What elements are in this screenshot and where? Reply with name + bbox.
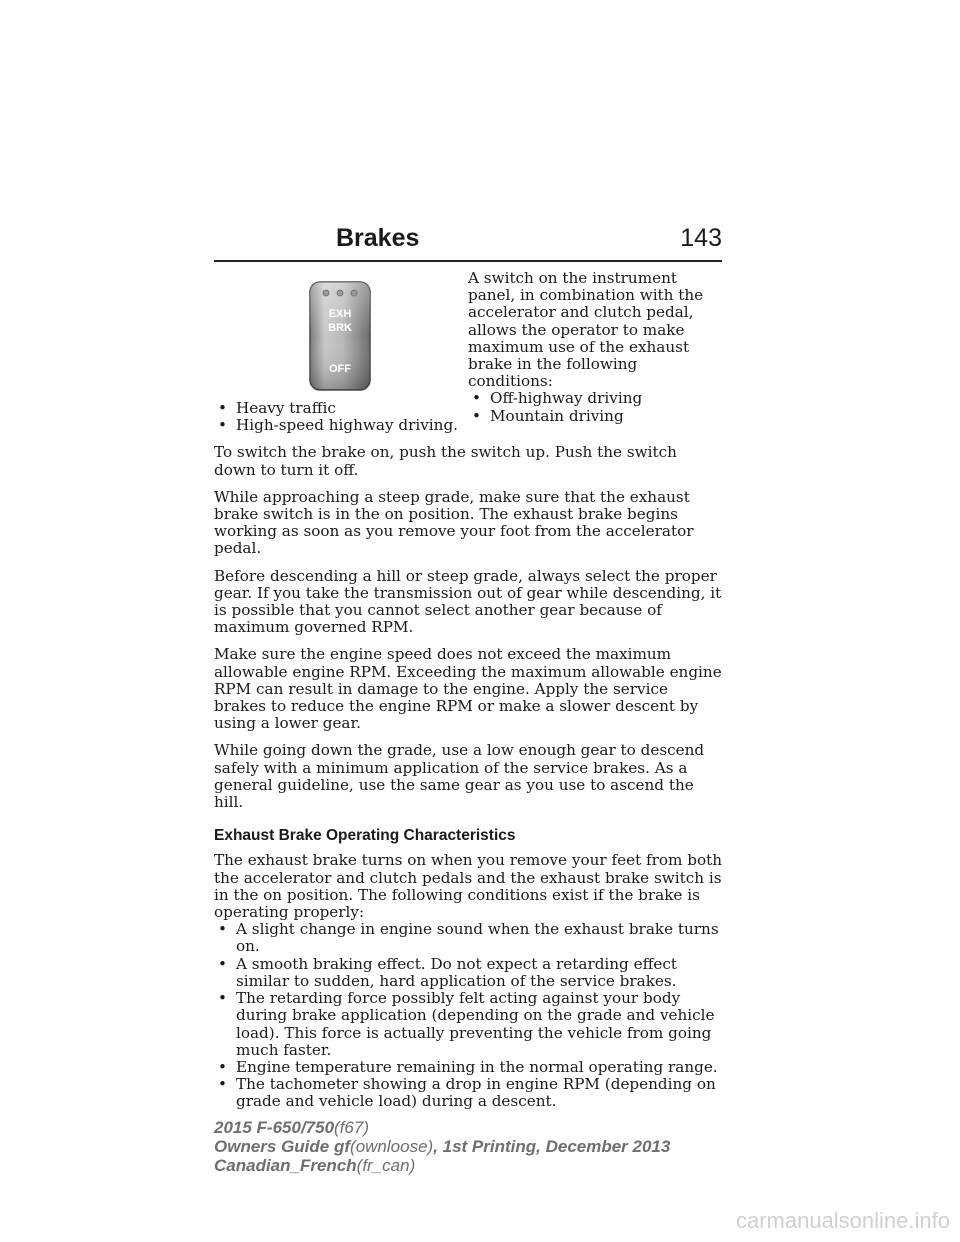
print-footer <box>214 1118 670 1175</box>
footer-line-3 <box>214 1156 670 1175</box>
body-paragraph: While going down the grade, use a low enough gear to descend safely with a minimum application of the service brakes. As a general guideline, use the same gear as you use to ascend the hill. <box>214 741 705 812</box>
page-header <box>214 200 722 260</box>
footer-model: 2015 F-650/750 <box>214 1118 335 1137</box>
exhaust-brake-switch-icon <box>308 280 372 392</box>
body-paragraph: Make sure the engine speed does not exceed the maximum allowable engine RPM. Exceeding the maximum allowable engine RPM can result in damage to the engine. Apply the service brakes to reduce the engine RPM or make a slower descent by using a lower gear. <box>214 645 722 733</box>
body-paragraph: To switch the brake on, push the switch up. Push the switch down to turn it off. <box>214 443 677 479</box>
page-number: 143 <box>680 224 722 252</box>
list-item: • Off-highway driving <box>468 390 722 407</box>
list-item: • A slight change in engine sound when the exhaust brake turns on. <box>214 921 722 955</box>
footer-model-code: (f67) <box>334 1118 370 1137</box>
switch-label-exh: EXH <box>328 308 352 320</box>
characteristics-list <box>214 921 722 1110</box>
intro-paragraph: A switch on the instrument panel, in combination with the accelerator and clutch pedal, allows the operator to make maximum use of the exhaust brake in the following conditions: <box>468 269 704 391</box>
switch-label-brk: BRK <box>328 322 352 334</box>
footer-printing: , 1st Printing, December 2013 <box>433 1137 671 1156</box>
characteristics-intro: The exhaust brake turns on when you remove your feet from both the accelerator and clutch pedals and the exhaust brake switch is in the on position. The following conditions exist if the brake is operating properly: <box>214 851 723 922</box>
footer-guide-code: (ownloose) <box>350 1137 434 1156</box>
characteristics-heading: Exhaust Brake Operating Characteristics <box>214 827 516 845</box>
footer-guide: Owners Guide gf <box>214 1137 351 1156</box>
body-paragraph: Before descending a hill or steep grade, always select the proper gear. If you take the transmission out of gear while descending, it is possible that you cannot select another gear because of maximum governed RPM. <box>214 566 722 637</box>
list-item: • The retarding force possibly felt acting against your body during brake application (depending on the grade and vehicle load). This force is actually preventing the vehicle from going much faster. <box>214 990 722 1059</box>
list-item: • Heavy traffic <box>214 400 722 417</box>
list-item: • The tachometer showing a drop in engine RPM (depending on grade and vehicle load) during a descent. <box>214 1076 722 1110</box>
section-title: Brakes <box>336 224 420 252</box>
header-rule <box>214 260 722 262</box>
footer-language: Canadian_French <box>214 1156 357 1175</box>
footer-line-2 <box>214 1137 670 1156</box>
footer-line-1 <box>214 1118 670 1137</box>
list-item: • Mountain driving <box>468 408 722 425</box>
list-item: • High-speed highway driving. <box>214 417 722 434</box>
watermark: carmanualsonline.info <box>735 1208 950 1233</box>
footer-language-code: (fr_can) <box>356 1156 416 1175</box>
page-content <box>214 268 722 1121</box>
list-item: • Engine temperature remaining in the normal operating range. <box>214 1059 722 1076</box>
list-item: • A smooth braking effect. Do not expect a retarding effect similar to sudden, hard application of the service brakes. <box>214 956 722 990</box>
switch-label-off: OFF <box>329 363 351 375</box>
conditions-list-left <box>214 400 722 434</box>
body-paragraph: While approaching a steep grade, make sure that the exhaust brake switch is in the on position. The exhaust brake begins working as soon as you remove your foot from the accelerator pedal. <box>214 487 694 558</box>
